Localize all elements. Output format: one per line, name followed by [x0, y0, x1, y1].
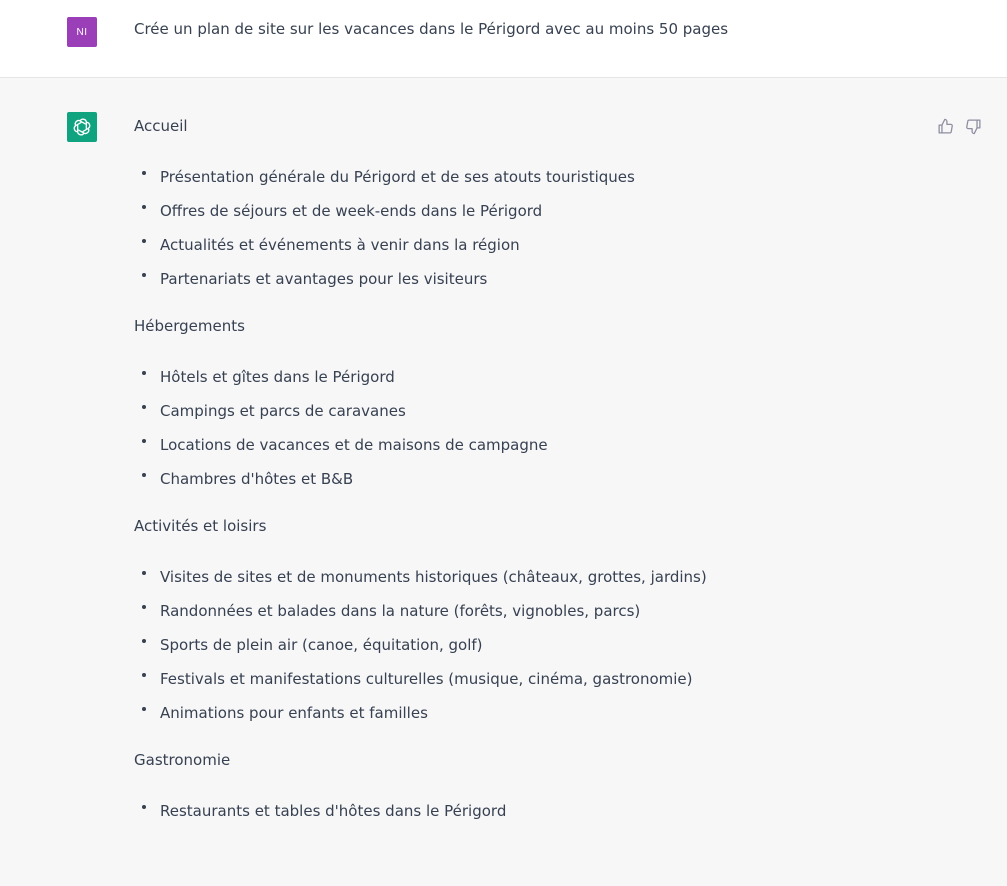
list-item-text: Visites de sites et de monuments historiques (châteaux, grottes, jardins)	[160, 568, 707, 586]
bullet-dot	[142, 405, 146, 409]
bullet-dot	[142, 673, 146, 677]
list-item	[134, 360, 914, 394]
list-activites	[134, 560, 914, 730]
section-title-gastronomie: Gastronomie	[134, 751, 231, 769]
section-title-accueil: Accueil	[134, 117, 188, 135]
list-item-text: Festivals et manifestations culturelles (musique, cinéma, gastronomie)	[160, 670, 693, 688]
bullet-dot	[142, 239, 146, 243]
list-item-text: Chambres d'hôtes et B&B	[160, 470, 354, 488]
bullet-dot	[142, 707, 146, 711]
openai-logo-icon	[67, 112, 97, 142]
list-item-text: Animations pour enfants et familles	[160, 704, 428, 722]
list-item	[134, 696, 914, 730]
list-item-text: Campings et parcs de caravanes	[160, 402, 406, 420]
bullet-dot	[142, 171, 146, 175]
bullet-dot	[142, 273, 146, 277]
section-title-hebergements: Hébergements	[134, 317, 245, 335]
assistant-message-row	[0, 78, 1007, 886]
list-item	[134, 794, 914, 828]
bullet-dot	[142, 439, 146, 443]
bullet-dot	[142, 205, 146, 209]
bullet-dot	[142, 371, 146, 375]
list-item-text: Partenariats et avantages pour les visiteurs	[160, 270, 488, 288]
list-gastronomie	[134, 794, 914, 828]
list-item-text: Sports de plein air (canoe, équitation, golf)	[160, 636, 483, 654]
list-item	[134, 262, 914, 296]
list-item	[134, 394, 914, 428]
list-item-text: Restaurants et tables d'hôtes dans le Périgord	[160, 802, 507, 820]
section-title-activites: Activités et loisirs	[134, 517, 267, 535]
list-item	[134, 228, 914, 262]
bullet-dot	[142, 639, 146, 643]
list-item	[134, 160, 914, 194]
list-item	[134, 428, 914, 462]
assistant-message-content	[134, 114, 914, 828]
user-message-row	[0, 0, 1007, 78]
thumbs-down-icon[interactable]	[963, 116, 983, 136]
list-item	[134, 560, 914, 594]
list-item	[134, 662, 914, 696]
thumbs-up-icon[interactable]	[935, 116, 955, 136]
list-accueil	[134, 160, 914, 296]
bullet-dot	[142, 805, 146, 809]
list-item	[134, 594, 914, 628]
bullet-dot	[142, 473, 146, 477]
list-item	[134, 194, 914, 228]
user-avatar: NI	[67, 17, 97, 47]
list-item-text: Hôtels et gîtes dans le Périgord	[160, 368, 395, 386]
list-item-text: Locations de vacances et de maisons de campagne	[160, 436, 548, 454]
bullet-dot	[142, 571, 146, 575]
list-item-text: Offres de séjours et de week-ends dans le Périgord	[160, 202, 543, 220]
list-item-text: Actualités et événements à venir dans la région	[160, 236, 520, 254]
bullet-dot	[142, 605, 146, 609]
user-message-text: Crée un plan de site sur les vacances dans le Périgord avec au moins 50 pages	[134, 20, 729, 38]
list-item	[134, 462, 914, 496]
list-item-text: Présentation générale du Périgord et de ses atouts touristiques	[160, 168, 635, 186]
list-hebergements	[134, 360, 914, 496]
list-item	[134, 628, 914, 662]
list-item-text: Randonnées et balades dans la nature (forêts, vignobles, parcs)	[160, 602, 641, 620]
